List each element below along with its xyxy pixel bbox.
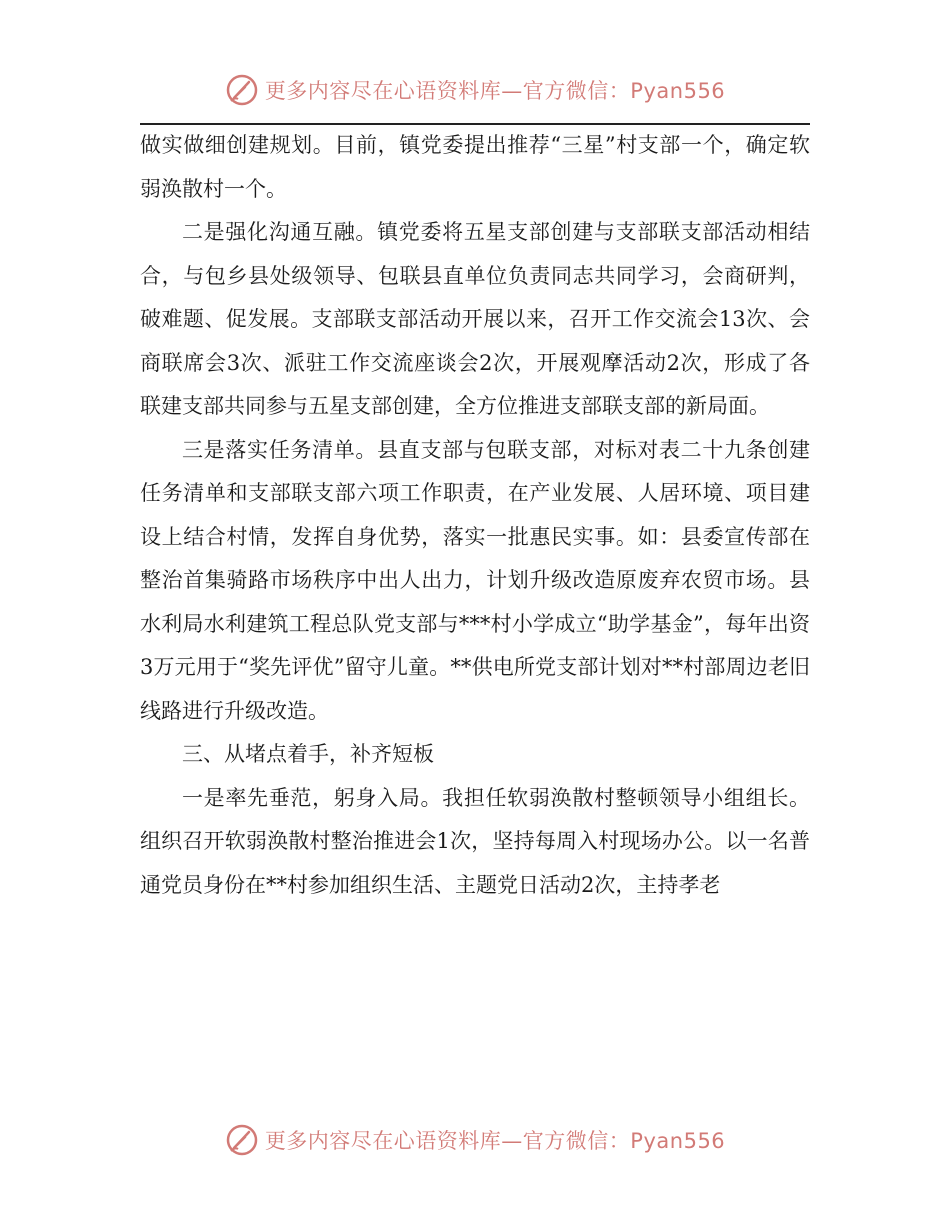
footer-watermark <box>0 1120 950 1160</box>
paragraph-1: 做实做细创建规划。目前，镇党委提出推荐“三星”村支部一个，确定软弱涣散村一个。 <box>140 133 810 201</box>
watermark-text: 更多内容尽在心语资料库—官方微信：Pyan556 <box>264 79 726 103</box>
document-body <box>140 124 810 907</box>
header-watermark <box>0 70 950 110</box>
paragraph-2: 二是强化沟通互融。镇党委将五星支部创建与支部联支部活动相结合，与包乡县处级领导、包联县直单位负责同志共同学习，会商研判，破难题、促发展。支部联支部活动开展以来，召开工作交流会13次、会商联席会3次、派驻工作交流座谈会2次，开展观摩活动2次，形成了各联建支部共同参与五星支部创建，全方位推进支部联支部的新局面。 <box>140 220 810 418</box>
section-heading: 三、从堵点着手，补齐短板 <box>182 742 434 766</box>
quill-logo-icon <box>225 1123 259 1157</box>
quill-logo-icon <box>225 73 259 107</box>
paragraph-4: 一是率先垂范，躬身入局。我担任软弱涣散村整顿领导小组组长。组织召开软弱涣散村整治推进会1次，坚持每周入村现场办公。以一名普通党员身份在**村参加组织生活、主题党日活动2次，主持孝老 <box>140 785 810 897</box>
watermark-text: 更多内容尽在心语资料库—官方微信：Pyan556 <box>264 1129 726 1153</box>
paragraph-3: 三是落实任务清单。县直支部与包联支部，对标对表二十九条创建任务清单和支部联支部六项工作职责，在产业发展、人居环境、项目建设上结合村情，发挥自身优势，落实一批惠民实事。如：县委宣传部在整治首集骑路市场秩序中出人出力，计划升级改造原废弃农贸市场。县水利局水利建筑工程总队党支部与***村小学成立“助学基金”，每年出资3万元用于“奖先评优”留守儿童。**供电所党支部计划对**村部周边老旧线路进行升级改造。 <box>140 437 810 723</box>
